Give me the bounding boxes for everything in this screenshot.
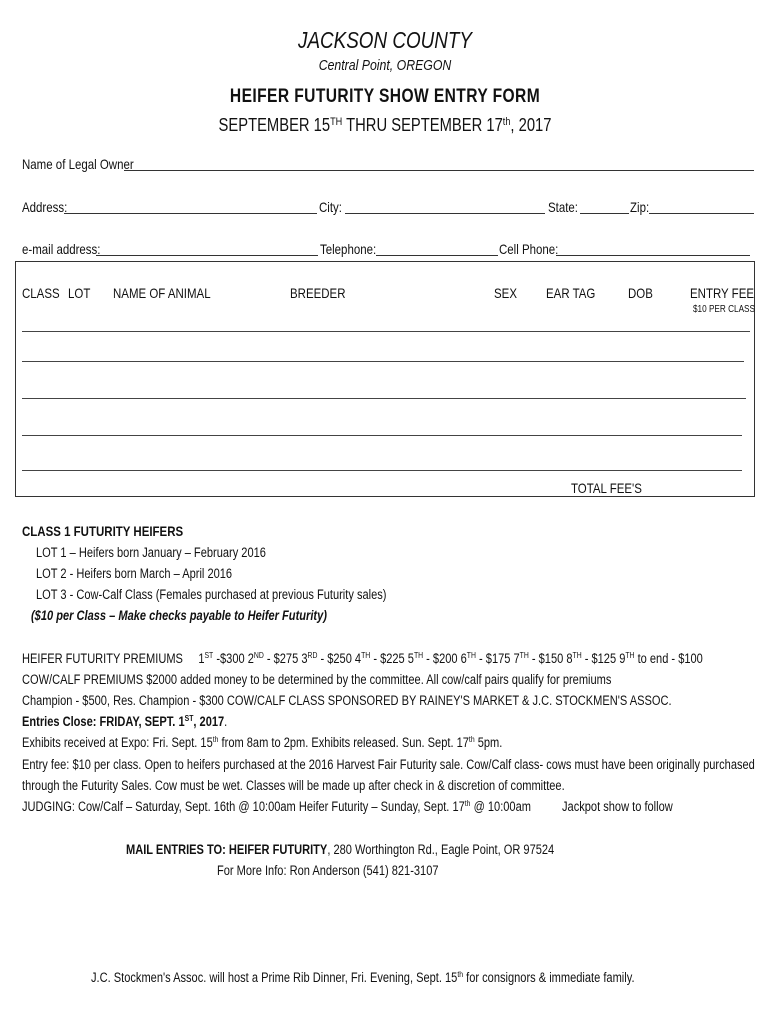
- entry-row[interactable]: [22, 361, 744, 362]
- col-dob: DOB: [628, 285, 653, 301]
- lot-2: LOT 2 - Heifers born March – April 2016: [36, 566, 233, 581]
- entry-row[interactable]: [22, 435, 742, 436]
- judging: JUDGING: Cow/Calf – Saturday, Sept. 16th @ 10:00am Heifer Futurity – Sunday, Sept. 17th @ 10:00am: [22, 798, 531, 814]
- premiums-line: HEIFER FUTURITY PREMIUMS 1ST -$300 2ND - $275 3RD - $250 4TH - $225 5TH - $200 6TH - $175 7TH - $150 8TH - $125 9TH to end - $100: [22, 650, 703, 666]
- entries-close: Entries Close: FRIDAY, SEPT. 1ST, 2017.: [22, 713, 228, 729]
- mail-entries: MAIL ENTRIES TO: HEIFER FUTURITY, 280 Worthington Rd., Eagle Point, OR 97524: [126, 842, 555, 857]
- owner-label: Name of Legal Owner: [22, 156, 134, 172]
- fee-note: $10 PER CLASS: [693, 304, 755, 315]
- col-name-of-animal: NAME OF ANIMAL: [113, 285, 211, 301]
- telephone-label: Telephone:: [320, 241, 377, 257]
- more-info: For More Info: Ron Anderson (541) 821-3107: [217, 863, 439, 878]
- location: Central Point, OREGON: [318, 57, 452, 74]
- jackpot: Jackpot show to follow: [562, 799, 673, 814]
- cowcalf-premiums: COW/CALF PREMIUMS $2000 added money to be determined by the committee. All cow/calf pairs qualify for premiums: [22, 672, 612, 687]
- email-field[interactable]: [96, 255, 318, 256]
- col-sex: SEX: [494, 285, 517, 301]
- entry-row[interactable]: [22, 331, 750, 332]
- entry-fee-text: Entry fee: $10 per class. Open to heifers purchased at the 2016 Harvest Fair Futurity sale. Cow/Calf class- cows must have been originally purchased: [22, 757, 755, 772]
- champion-premiums: Champion - $500, Res. Champion - $300 COW/CALF CLASS SPONSORED BY RAINEY'S MARKET & J.C. STOCKMEN'S ASSOC.: [22, 693, 672, 708]
- owner-field[interactable]: [124, 170, 754, 171]
- zip-field[interactable]: [649, 213, 754, 214]
- state-field[interactable]: [580, 213, 629, 214]
- cell-label: Cell Phone:: [499, 241, 559, 257]
- show-dates: SEPTEMBER 15TH THRU SEPTEMBER 17th, 2017: [218, 115, 552, 135]
- entry-row[interactable]: [22, 470, 742, 471]
- total-fees-label: TOTAL FEE'S: [571, 480, 642, 496]
- entry-fee-text-2: through the Futurity Sales. Cow must be wet. Classes will be made up after check in & discretion of committee.: [22, 778, 565, 793]
- cell-field[interactable]: [556, 255, 750, 256]
- lot-1: LOT 1 – Heifers born January – February 2016: [36, 545, 266, 560]
- telephone-field[interactable]: [376, 255, 498, 256]
- col-ear-tag: EAR TAG: [546, 285, 596, 301]
- city-label: City:: [319, 199, 342, 215]
- county-title: JACKSON COUNTY: [298, 27, 472, 53]
- address-field[interactable]: [64, 213, 317, 214]
- col-breeder: BREEDER: [290, 285, 346, 301]
- city-field[interactable]: [345, 213, 545, 214]
- class-fee-note: ($10 per Class – Make checks payable to Heifer Futurity): [31, 608, 327, 623]
- class1-heading: CLASS 1 FUTURITY HEIFERS: [22, 523, 184, 539]
- lot-3: LOT 3 - Cow-Calf Class (Females purchased at previous Futurity sales): [36, 587, 387, 602]
- address-label: Address:: [22, 199, 68, 215]
- col-class: CLASS: [22, 285, 60, 301]
- col-lot: LOT: [68, 285, 91, 301]
- email-label: e-mail address:: [22, 241, 101, 257]
- state-label: State:: [548, 199, 579, 215]
- zip-label: Zip:: [630, 199, 650, 215]
- form-title: HEIFER FUTURITY SHOW ENTRY FORM: [229, 86, 541, 107]
- exhibits-received: Exhibits received at Expo: Fri. Sept. 15th from 8am to 2pm. Exhibits released. Sun. Sept. 17th 5pm.: [22, 734, 503, 750]
- dinner-note: J.C. Stockmen's Assoc. will host a Prime Rib Dinner, Fri. Evening, Sept. 15th for consignors & immediate family.: [91, 969, 635, 985]
- col-entry-fee: ENTRY FEE: [690, 285, 755, 301]
- entry-row[interactable]: [22, 398, 746, 399]
